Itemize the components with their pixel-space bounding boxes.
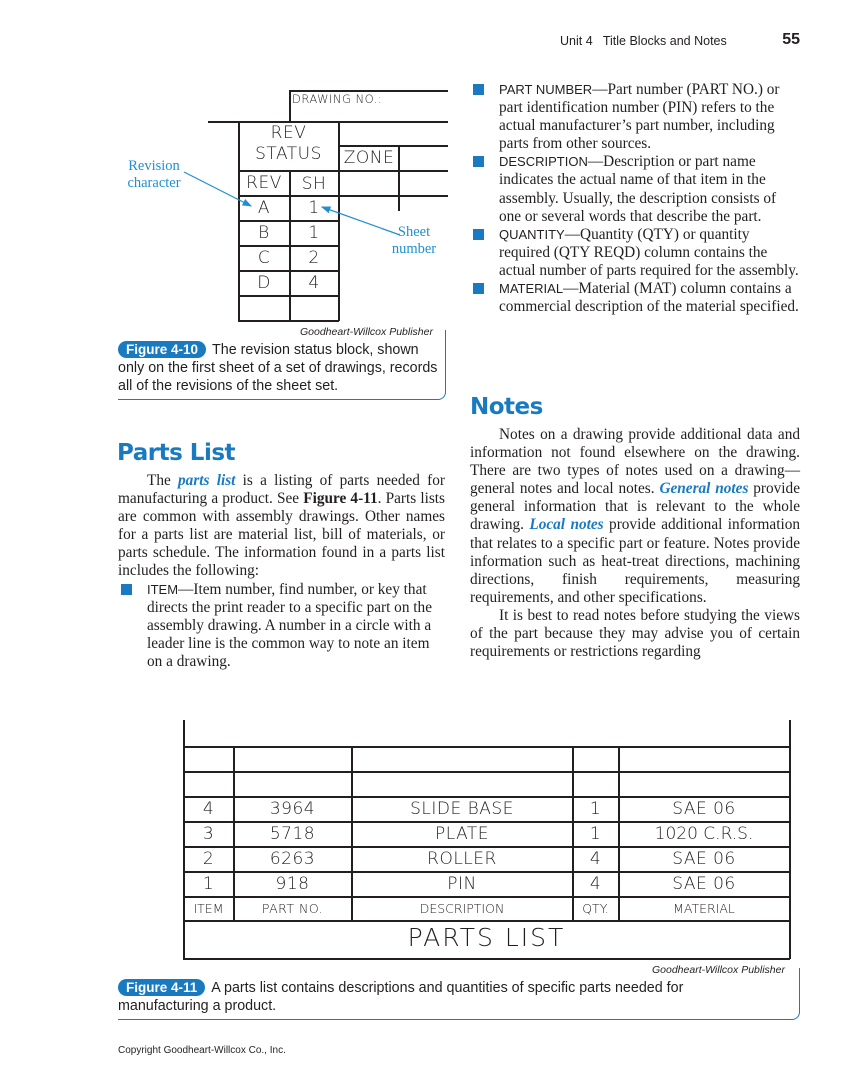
term-general-notes: General notes	[659, 480, 749, 498]
text: Notes on a drawing provide additional data and information not found elsewhere on the drawing. There are two types of notes used on a drawing—general notes and local notes.	[470, 426, 800, 498]
text: is a listing of parts needed for manufacturing a product. See	[118, 472, 446, 508]
part-no-cell: 3964	[269, 799, 316, 819]
rev-status-line2: STATUS	[255, 144, 322, 164]
text: provide additional information that relates to a specific part or feature. Notes provide information such as heat-treat directions, machining directions, finish requirements, measuring requirements, and other specifications.	[470, 516, 800, 606]
copyright-footer: Copyright Goodheart-Willcox Co., Inc.	[118, 1045, 286, 1056]
notes-body	[470, 426, 800, 661]
bullet-lead: DESCRIPTION	[499, 154, 588, 170]
figure-4-11-label: Figure 4-11	[118, 979, 205, 996]
bullet-quantity	[470, 226, 800, 280]
material-cell: 1020 C.R.S.	[654, 824, 754, 844]
bullet-material	[470, 280, 800, 316]
header-item: ITEM	[193, 901, 224, 916]
table-bottom-border	[183, 958, 790, 960]
drawing-no-label: DRAWING NO.:	[292, 92, 383, 106]
material-cell: SAE 06	[672, 799, 736, 819]
callout-line: Revision	[128, 158, 180, 174]
item-cell: 2	[202, 849, 215, 869]
figure-4-11-caption-text: A parts list contains descriptions and quantities of specific parts needed for manufacturing a product.	[118, 980, 684, 1014]
zone-label: ZONE	[343, 148, 395, 168]
bullet-square-icon	[473, 84, 484, 95]
material-cell: SAE 06	[672, 874, 736, 894]
bullet-square-icon	[473, 283, 484, 294]
row-line	[183, 896, 790, 898]
term-local-notes: Local notes	[529, 516, 604, 534]
row-line	[183, 871, 790, 873]
bullet-item	[118, 581, 445, 671]
figure-4-10-caption-text: The revision status block, shown only on the first sheet of a set of drawings, records all of the revisions of the sheet set.	[118, 342, 438, 394]
row-line	[183, 771, 790, 773]
row-line	[183, 821, 790, 823]
bullet-part-number	[470, 81, 800, 153]
item-cell: 1	[202, 874, 215, 894]
bullet-description	[470, 153, 800, 225]
table-right-border	[789, 720, 791, 959]
revision-leader-arrow	[184, 172, 251, 206]
callout-line: character	[127, 175, 181, 191]
bullet-text: —Part number (PART NO.) or part identification number (PIN) refers to the actual manufacturer’s part number, including parts from other sources.	[499, 81, 780, 153]
bullet-square-icon	[121, 584, 132, 595]
item-cell: 3	[202, 824, 215, 844]
part-no-cell: 5718	[269, 824, 316, 844]
material-cell: SAE 06	[672, 849, 736, 869]
row-line	[183, 746, 790, 748]
figure-ref: Figure 4-11	[303, 490, 378, 508]
rev-column-header: REV	[246, 173, 282, 193]
revision-character-callout	[118, 158, 190, 192]
sh-cell: 1	[308, 198, 320, 218]
bullet-square-icon	[473, 229, 484, 240]
figure-4-10-caption	[118, 341, 440, 395]
bullet-text: —Description or part name indicates the actual name of that item in the assembly. Usually, the description consists of one or several words that describe the part.	[499, 153, 777, 225]
bullet-text: —Quantity (QTY) or quantity required (QTY REQD) column contains the actual number of parts required for the assembly.	[499, 225, 799, 279]
sh-cell: 2	[308, 248, 320, 268]
notes-paragraph-1	[470, 426, 800, 607]
part-no-cell: 6263	[269, 849, 316, 869]
sheet-number-callout	[384, 224, 444, 258]
figure-4-10-credit: Goodheart-Willcox Publisher	[300, 326, 433, 338]
parts-list-body	[118, 472, 445, 671]
bullet-lead: PART NUMBER	[499, 82, 593, 97]
parts-list-bullets-continued	[470, 81, 800, 316]
rev-status-line1: REV	[270, 123, 307, 143]
item-cell: 4	[202, 799, 215, 819]
leader-arrows	[118, 82, 448, 332]
qty-cell: 4	[589, 874, 602, 894]
rev-cell: C	[257, 248, 271, 268]
description-cell: ROLLER	[427, 849, 497, 869]
header-material: MATERIAL	[673, 901, 735, 916]
figure-4-11-parts-list-table	[183, 720, 790, 960]
bullet-lead: ITEM	[147, 581, 179, 597]
rev-cell: A	[257, 198, 271, 218]
sh-cell: 4	[308, 273, 320, 293]
header-part-no: PART NO.	[261, 901, 324, 916]
qty-cell: 4	[589, 849, 602, 869]
part-no-cell: 918	[275, 874, 310, 894]
header-description: DESCRIPTION	[419, 901, 505, 916]
notes-heading: Notes	[470, 394, 543, 420]
row-line	[183, 846, 790, 848]
text: . Parts lists are common with assembly drawings. Other names for a parts list are material list, bill of materials, or parts schedule. The information found in a parts list includes the following:	[118, 490, 445, 580]
callout-line: number	[391, 241, 437, 257]
figure-4-11-credit: Goodheart-Willcox Publisher	[652, 964, 785, 976]
bullet-text: —Material (MAT) column contains a commercial description of the material specified.	[499, 280, 799, 316]
parts-list-paragraph	[118, 472, 445, 581]
figure-4-10-drawing	[118, 82, 448, 332]
parts-list-heading: Parts List	[117, 440, 236, 466]
term-parts-list: parts list	[178, 472, 236, 489]
row-line	[183, 920, 790, 922]
qty-cell: 1	[589, 799, 602, 819]
text: provide general information that is relevant to the whole drawing.	[470, 480, 800, 534]
description-cell: PLATE	[434, 824, 490, 844]
running-header	[560, 32, 800, 52]
figure-4-11-caption	[118, 979, 758, 1015]
rev-cell: B	[258, 223, 270, 243]
qty-cell: 1	[589, 824, 602, 844]
unit-title: Unit 4 Title Blocks and Notes	[560, 34, 727, 48]
bullet-lead: MATERIAL	[499, 281, 564, 297]
description-cell: PIN	[447, 874, 477, 894]
figure-4-10-label: Figure 4-10	[118, 341, 206, 358]
notes-paragraph-2: It is best to read notes before studying the views of the part because they may advise you of certain requirements or restrictions regarding	[470, 606, 800, 661]
parts-list-title: PARTS LIST	[407, 923, 566, 952]
row-line	[183, 796, 790, 798]
callout-line: Sheet	[397, 224, 431, 240]
sh-column-header: SH	[301, 174, 327, 194]
header-qty: QTY.	[582, 901, 609, 916]
page-number: 55	[782, 31, 800, 48]
bullet-lead: QUANTITY	[499, 226, 565, 242]
bullet-text: —Item number, find number, or key that directs the print reader to a specific part on the assembly drawing. A number in a circle with a leader line is the common way to note an item on a drawing.	[147, 580, 432, 670]
description-cell: SLIDE BASE	[410, 799, 514, 819]
bullet-square-icon	[473, 156, 484, 167]
rev-cell: D	[257, 273, 271, 293]
sh-cell: 1	[308, 223, 320, 243]
text: The	[147, 472, 179, 489]
